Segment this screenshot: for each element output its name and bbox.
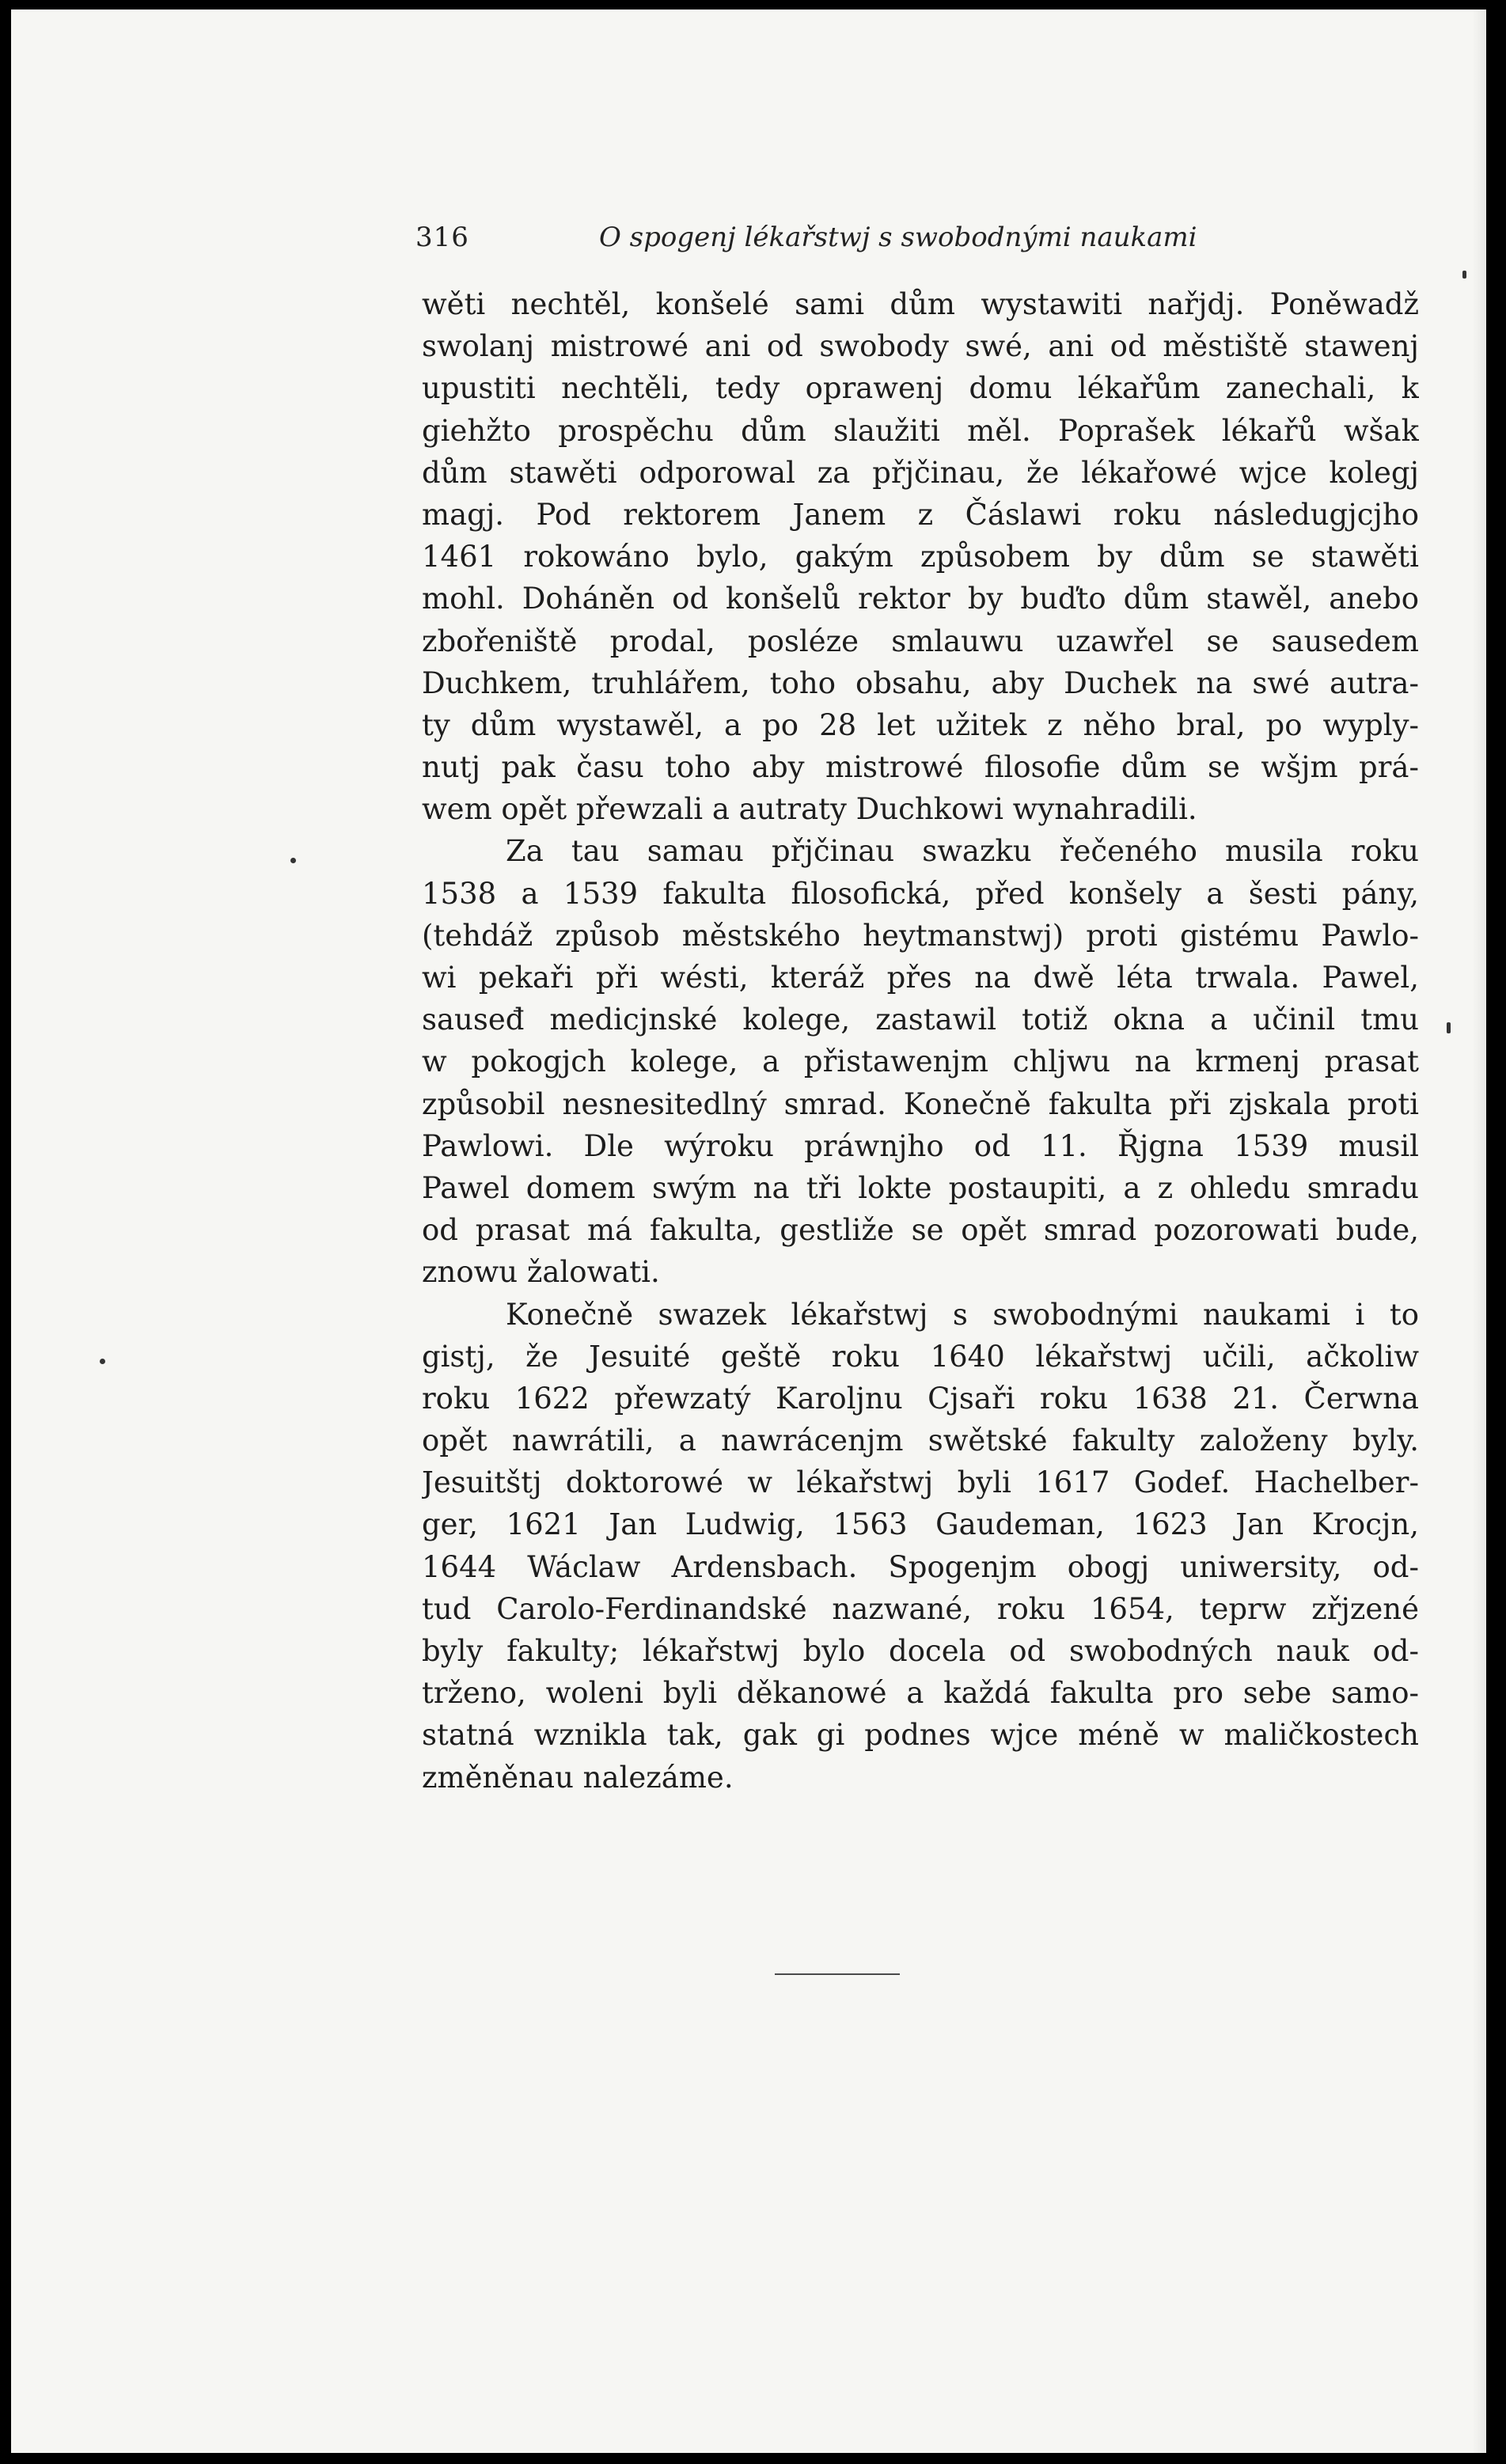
text-line: w pokogjch kolege, a přistawenjm chljwu na krmenj prasat bbox=[422, 1044, 1419, 1079]
text-line: Pawlowi. Dle wýroku práwnjho od 11. Řjgna 1539 musil bbox=[422, 1128, 1419, 1163]
text-line: (tehdáž způsob městského heytmanstwj) proti gistému Pawlo- bbox=[422, 918, 1419, 953]
end-rule bbox=[775, 1973, 900, 1975]
text-line: wem opět přewzali a autraty Duchkowi wynahradili. bbox=[422, 792, 1197, 827]
page-edge-shadow bbox=[1472, 9, 1486, 2453]
scan-speck bbox=[1447, 1022, 1451, 1033]
page-number: 316 bbox=[415, 222, 469, 253]
text-line: Pawel domem swým na tři lokte postaupiti, a z ohledu smradu bbox=[422, 1170, 1419, 1205]
scan-speck bbox=[100, 1359, 105, 1364]
text-line: opět nawrátili, a nawrácenjm swětské fakulty založeny byly. bbox=[422, 1423, 1419, 1458]
text-line: Konečně swazek lékařstwj s swobodnými naukami i to bbox=[506, 1297, 1419, 1332]
text-line: statná wznikla tak, gak gi podnes wjce méně w maličkostech bbox=[422, 1718, 1419, 1753]
text-line: nutj pak času toho aby mistrowé filosofie dům se wšjm prá- bbox=[422, 750, 1419, 785]
text-line: byly fakulty; lékařstwj bylo docela od swobodných nauk od- bbox=[422, 1634, 1419, 1668]
text-line: sauseđ medicjnské kolege, zastawil totiž okna a učinil tmu bbox=[422, 1003, 1419, 1037]
page-header bbox=[415, 222, 1223, 256]
text-line: ger, 1621 Jan Ludwig, 1563 Gaudeman, 1623 Jan Krocjn, bbox=[422, 1507, 1419, 1542]
text-line: tud Carolo-Ferdinandské nazwané, roku 1654, teprw zřjzené bbox=[422, 1591, 1419, 1626]
scan-speck bbox=[290, 858, 296, 863]
text-line: Jesuitštj doktorowé w lékařstwj byli 1617 Godef. Hachelber- bbox=[422, 1465, 1419, 1500]
text-line: způsobil nesnesitedlný smrad. Konečně fakulta při zjskala proti bbox=[422, 1086, 1419, 1121]
text-line: magj. Pod rektorem Janem z Čáslawi roku následugjcjho bbox=[422, 497, 1419, 532]
text-line: gistj, že Jesuité geště roku 1640 lékařstwj učili, ačkoliw bbox=[422, 1339, 1419, 1374]
text-line: 1538 a 1539 fakulta filosofická, před konšely a šesti pány, bbox=[422, 876, 1419, 911]
text-line: mohl. Doháněn od konšelů rektor by buďto dům stawěl, anebo bbox=[422, 582, 1419, 616]
paragraph-2 bbox=[422, 830, 1419, 1293]
text-line: wěti nechtěl, konšelé sami dům wystawiti nařjdj. Poněwadž bbox=[422, 287, 1419, 321]
text-line: swolanj mistrowé ani od swobody swé, ani od městiště stawenj bbox=[422, 329, 1419, 364]
text-line: giehžto prospěchu dům slaužiti měl. Poprašek lékařů wšak bbox=[422, 413, 1419, 448]
text-line: Za tau samau přjčinau swazku řečeného musila roku bbox=[506, 834, 1419, 869]
paragraph-3 bbox=[422, 1294, 1419, 1799]
body-text bbox=[422, 283, 1419, 1799]
paragraph-1 bbox=[422, 283, 1419, 830]
text-line: Duchkem, truhlářem, toho obsahu, aby Duchek na swé autra- bbox=[422, 665, 1419, 700]
running-title: O spogenj lékařstwj s swobodnými naukami bbox=[599, 222, 1197, 253]
text-line: změněnau nalezáme. bbox=[422, 1760, 734, 1795]
scan-speck bbox=[1462, 271, 1466, 279]
text-line: wi pekaři při wésti, kteráž přes na dwě léta trwala. Pawel, bbox=[422, 961, 1419, 995]
text-line: dům stawěti odporowal za přjčinau, že lékařowé wjce kolegj bbox=[422, 455, 1419, 490]
text-line: roku 1622 přewzatý Karoljnu Cjsaři roku 1638 21. Čerwna bbox=[422, 1381, 1419, 1416]
text-line: zbořeniště prodal, posléze smlauwu uzawřel se sausedem bbox=[422, 624, 1419, 658]
text-line: 1644 Wáclaw Ardensbach. Spogenjm obogj uniwersity, od- bbox=[422, 1549, 1419, 1584]
page-sheet bbox=[11, 9, 1486, 2453]
text-line: od prasat má fakulta, gestliže se opět smrad pozorowati bude, bbox=[422, 1213, 1419, 1248]
text-line: ty dům wystawěl, a po 28 let užitek z něho bral, po wyply- bbox=[422, 707, 1419, 742]
text-line: znowu žalowati. bbox=[422, 1255, 660, 1290]
text-line: 1461 rokowáno bylo, gakým způsobem by dům se stawěti bbox=[422, 540, 1419, 574]
text-line: upustiti nechtěli, tedy oprawenj domu lékařům zanechali, k bbox=[422, 371, 1419, 406]
text-line: trženo, woleni byli děkanowé a každá fakulta pro sebe samo- bbox=[422, 1676, 1419, 1711]
